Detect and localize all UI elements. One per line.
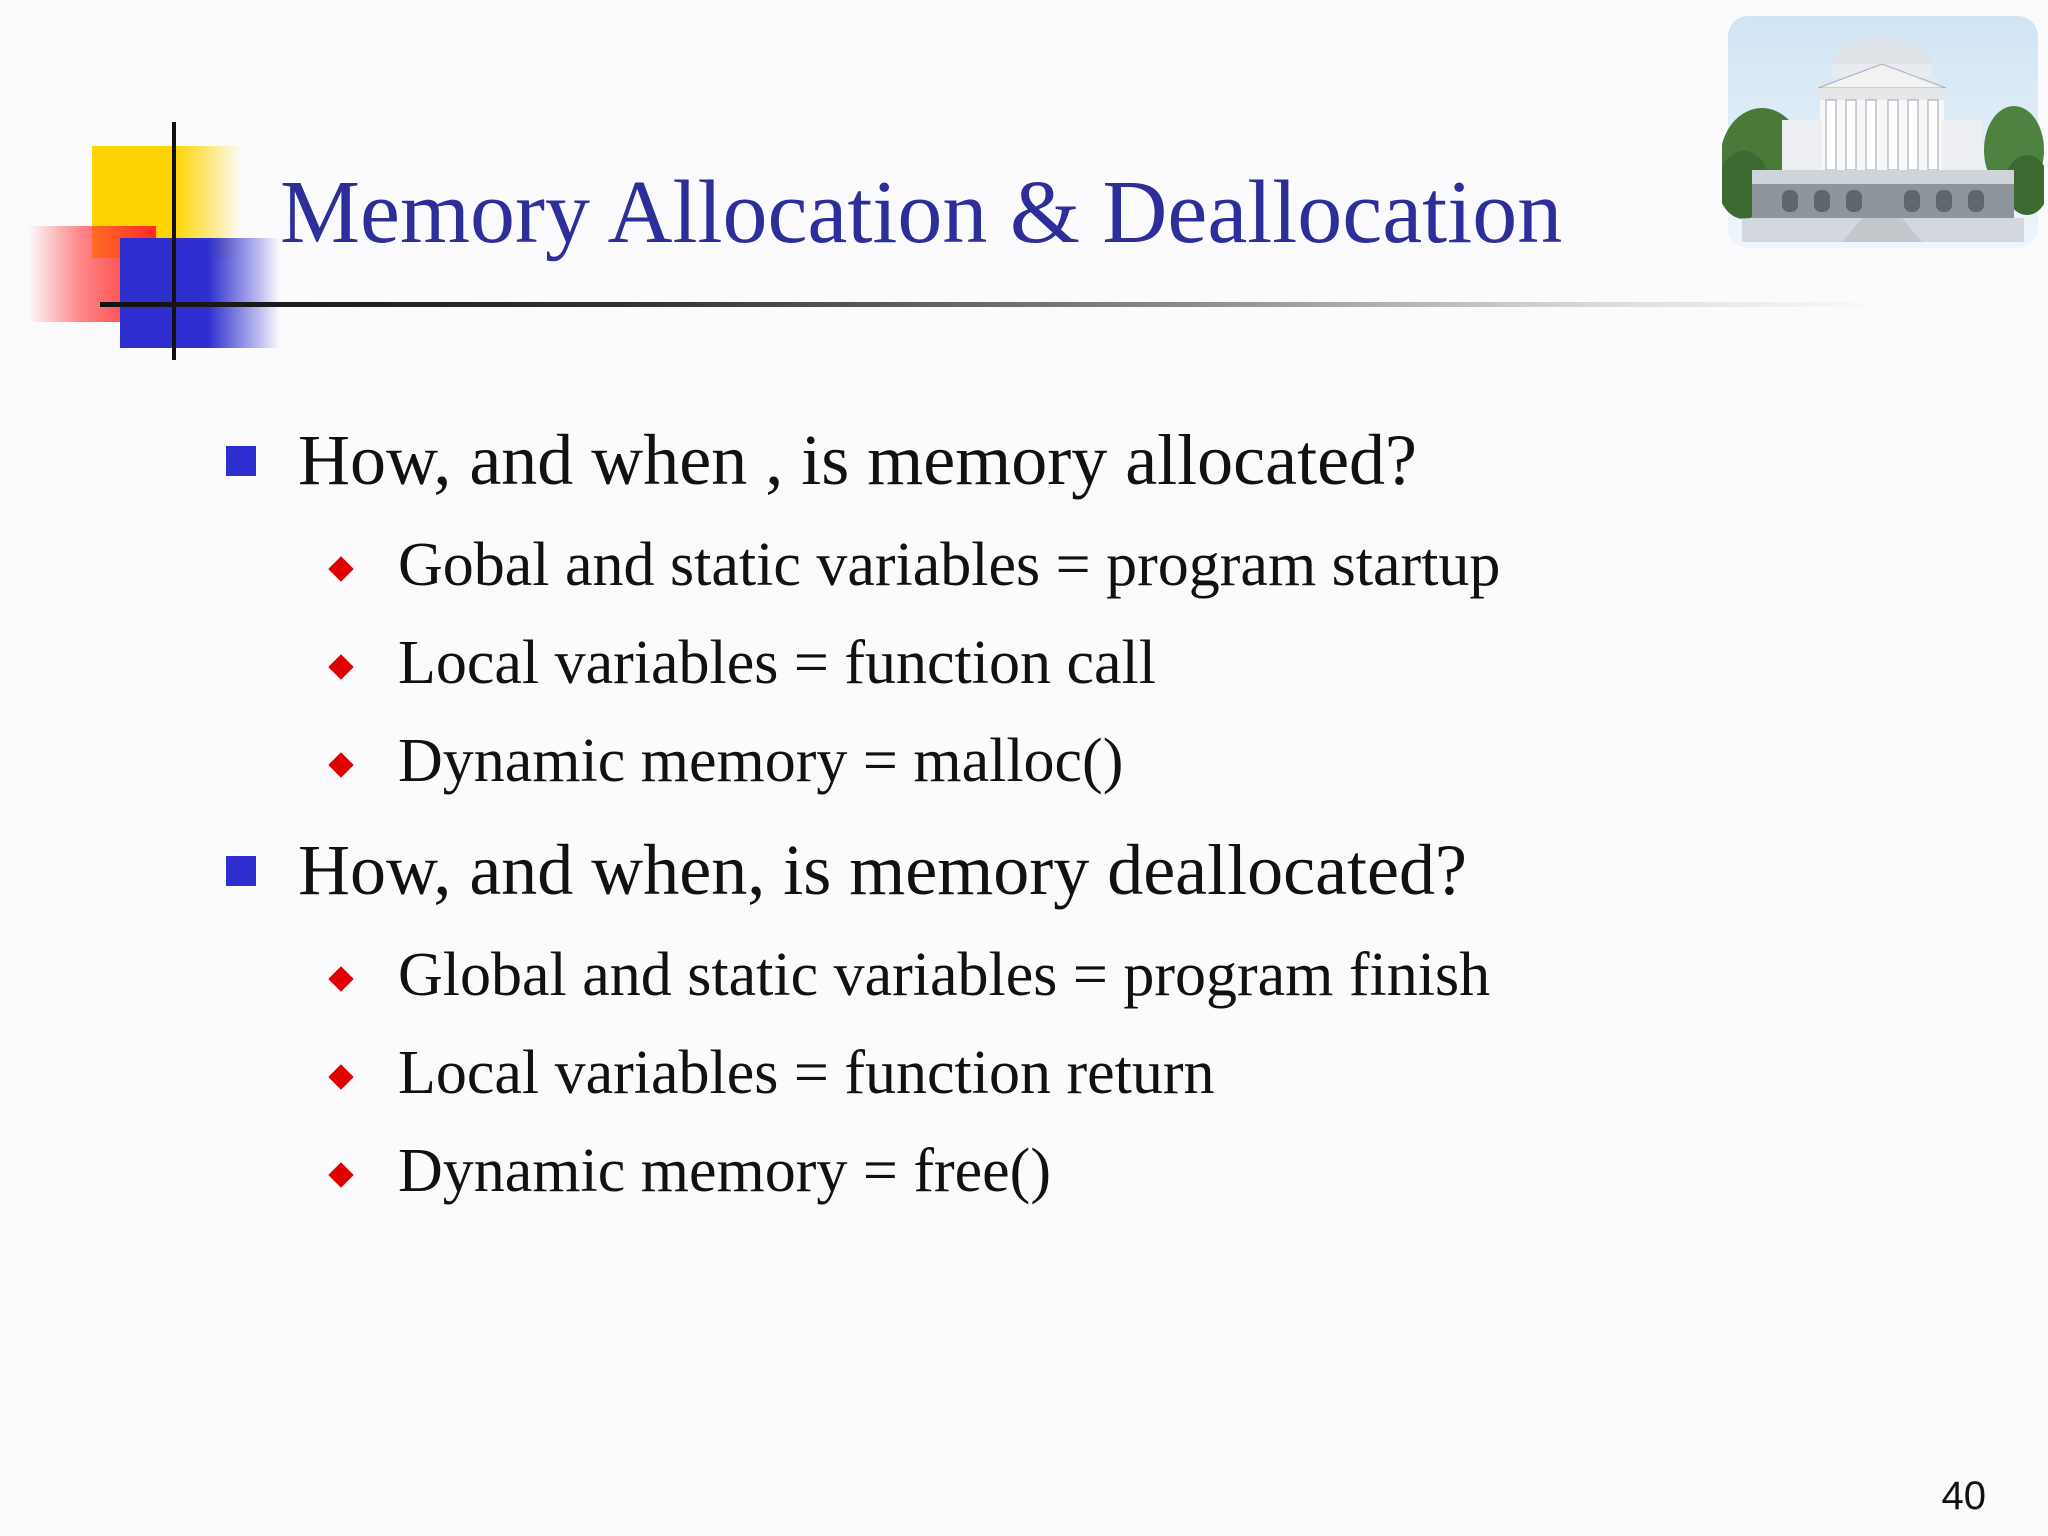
sub-bullet-text: Global and static variables = program finish — [398, 941, 1491, 1009]
diamond-bullet-icon — [328, 556, 353, 581]
sub-bullet-text: Local variables = function call — [398, 629, 1156, 697]
sub-bullet-text: Dynamic memory = free() — [398, 1137, 1051, 1205]
page-number: 40 — [1941, 1474, 1986, 1518]
bullet-allocation-question — [226, 420, 1417, 500]
decorative-blue-block — [120, 238, 280, 348]
bullet-text: How, and when , is memory allocated? — [298, 420, 1417, 500]
sub-bullet-dynamic-alloc — [328, 727, 1124, 795]
diamond-bullet-icon — [328, 654, 353, 679]
diamond-bullet-icon — [328, 966, 353, 991]
slide-title: Memory Allocation & Deallocation — [280, 163, 1563, 262]
bullet-deallocation-question — [226, 830, 1467, 910]
sub-bullet-global-static-alloc — [328, 531, 1501, 599]
title-underline — [100, 302, 1880, 307]
domed-building-image — [1722, 10, 2044, 254]
sub-bullet-text: Gobal and static variables = program startup — [398, 531, 1501, 599]
diamond-bullet-icon — [328, 1162, 353, 1187]
sub-bullet-local-dealloc — [328, 1039, 1215, 1107]
square-bullet-icon — [226, 446, 256, 476]
sub-bullet-global-static-dealloc — [328, 941, 1491, 1009]
sub-bullet-local-alloc — [328, 629, 1156, 697]
bullet-text: How, and when, is memory deallocated? — [298, 830, 1467, 910]
sub-bullet-text: Dynamic memory = malloc() — [398, 727, 1124, 795]
sub-bullet-dynamic-dealloc — [328, 1137, 1051, 1205]
sub-bullet-text: Local variables = function return — [398, 1039, 1215, 1107]
diamond-bullet-icon — [328, 752, 353, 777]
diamond-bullet-icon — [328, 1064, 353, 1089]
square-bullet-icon — [226, 856, 256, 886]
decorative-vertical-line — [172, 122, 176, 360]
